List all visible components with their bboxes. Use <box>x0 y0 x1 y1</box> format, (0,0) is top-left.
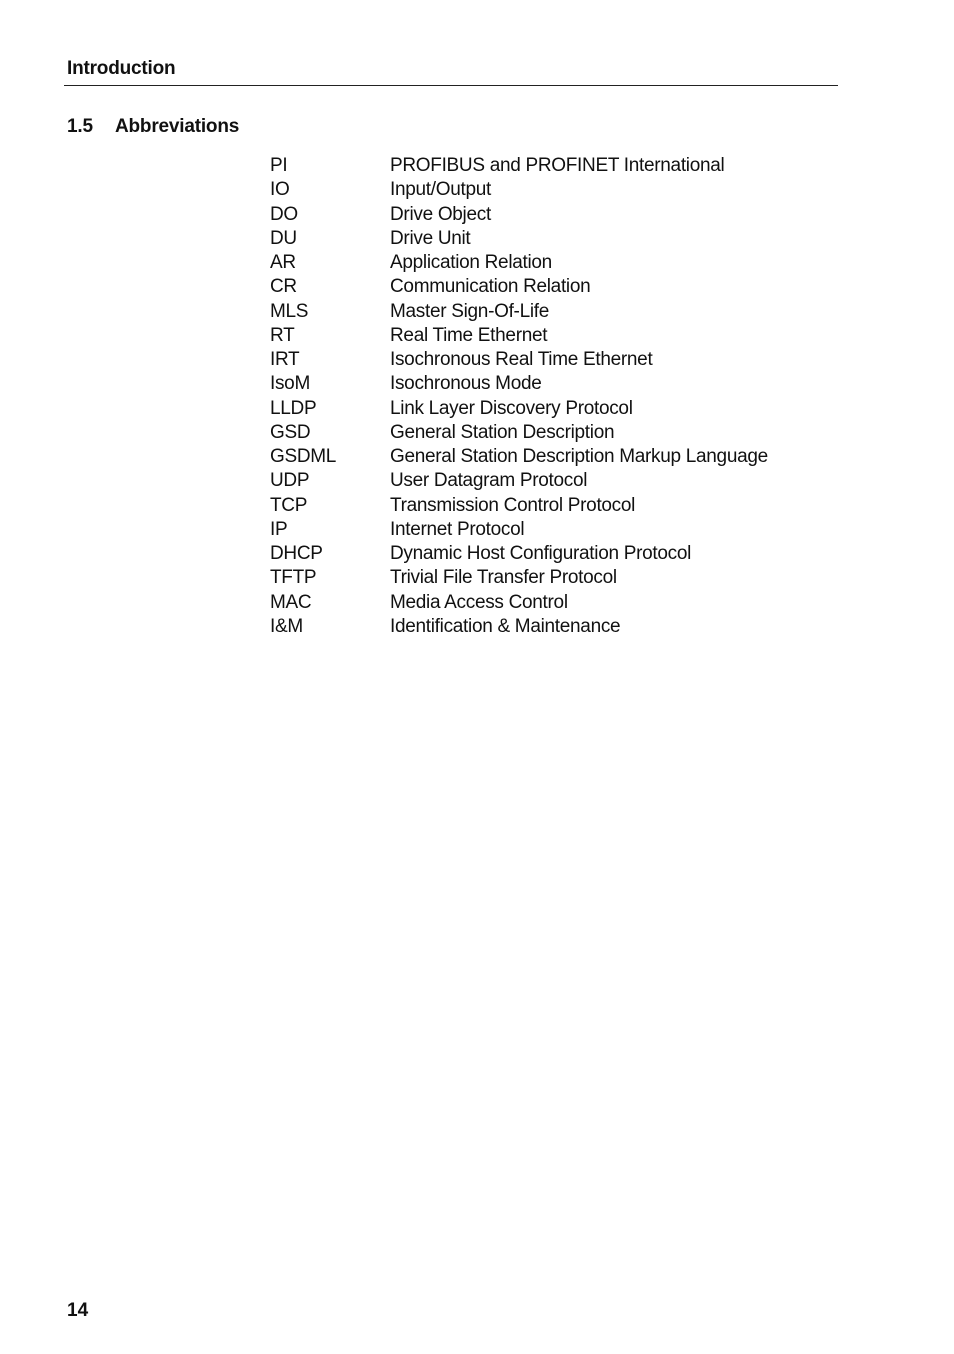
abbreviation-row <box>270 227 768 251</box>
abbreviation-term: DHCP <box>270 543 323 565</box>
abbreviation-definition: Master Sign-Of-Life <box>390 300 550 322</box>
abbreviation-row <box>270 566 768 590</box>
abbreviation-term: AR <box>270 252 296 274</box>
abbreviation-term: GSDML <box>270 446 337 468</box>
abbreviation-definition: Application Relation <box>390 252 552 274</box>
abbreviation-definition: Drive Object <box>390 203 491 225</box>
header-divider <box>64 85 838 86</box>
page-number: 14 <box>67 1300 89 1321</box>
abbreviation-term: UDP <box>270 470 310 492</box>
abbreviation-term: CR <box>270 276 297 298</box>
section-title: Abbreviations <box>115 116 240 137</box>
abbreviation-row <box>270 251 768 275</box>
abbreviation-definition: Media Access Control <box>390 591 568 613</box>
abbreviation-term: LLDP <box>270 397 317 419</box>
abbreviation-term: TFTP <box>270 567 317 589</box>
abbreviation-row <box>270 203 768 227</box>
abbreviation-row <box>270 300 768 324</box>
abbreviation-row <box>270 397 768 421</box>
abbreviation-row <box>270 275 768 299</box>
abbreviation-row <box>270 542 768 566</box>
abbreviation-term: PI <box>270 155 288 177</box>
abbreviation-row <box>270 445 768 469</box>
abbreviation-definition: Communication Relation <box>390 276 591 298</box>
abbreviation-definition: User Datagram Protocol <box>390 470 588 492</box>
abbreviation-list <box>270 154 768 639</box>
abbreviation-definition: Transmission Control Protocol <box>390 494 636 516</box>
abbreviation-definition: Dynamic Host Configuration Protocol <box>390 543 692 565</box>
abbreviation-definition: PROFIBUS and PROFINET International <box>390 155 725 177</box>
running-header-title: Introduction <box>67 58 176 79</box>
abbreviation-term: DO <box>270 203 298 225</box>
abbreviation-row <box>270 154 768 178</box>
section-number: 1.5 <box>67 116 93 137</box>
abbreviation-row <box>270 591 768 615</box>
abbreviation-row <box>270 469 768 493</box>
abbreviation-definition: Identification & Maintenance <box>390 615 621 637</box>
abbreviation-term: IO <box>270 179 290 201</box>
abbreviation-term: IRT <box>270 349 300 371</box>
abbreviation-row <box>270 615 768 639</box>
abbreviation-term: IP <box>270 518 288 540</box>
abbreviation-row <box>270 494 768 518</box>
abbreviation-row <box>270 518 768 542</box>
abbreviation-definition: Drive Unit <box>390 227 471 249</box>
abbreviation-row <box>270 372 768 396</box>
abbreviation-definition: Internet Protocol <box>390 518 525 540</box>
section-heading <box>67 116 239 138</box>
abbreviation-term: DU <box>270 227 297 249</box>
abbreviation-term: IsoM <box>270 373 310 395</box>
abbreviation-definition: General Station Description <box>390 421 615 443</box>
abbreviation-row <box>270 178 768 202</box>
abbreviation-term: MAC <box>270 591 312 613</box>
abbreviation-definition: Isochronous Real Time Ethernet <box>390 349 653 371</box>
abbreviation-definition: Input/Output <box>390 179 491 201</box>
abbreviation-term: MLS <box>270 300 309 322</box>
abbreviation-row <box>270 324 768 348</box>
abbreviation-definition: Trivial File Transfer Protocol <box>390 567 617 589</box>
abbreviation-row <box>270 348 768 372</box>
abbreviation-term: I&M <box>270 615 303 637</box>
abbreviation-term: RT <box>270 324 295 346</box>
abbreviation-definition: Real Time Ethernet <box>390 324 548 346</box>
abbreviation-term: GSD <box>270 421 311 443</box>
abbreviation-definition: Link Layer Discovery Protocol <box>390 397 633 419</box>
abbreviation-term: TCP <box>270 494 308 516</box>
abbreviation-definition: Isochronous Mode <box>390 373 542 395</box>
abbreviation-row <box>270 421 768 445</box>
abbreviation-definition: General Station Description Markup Language <box>390 446 768 468</box>
